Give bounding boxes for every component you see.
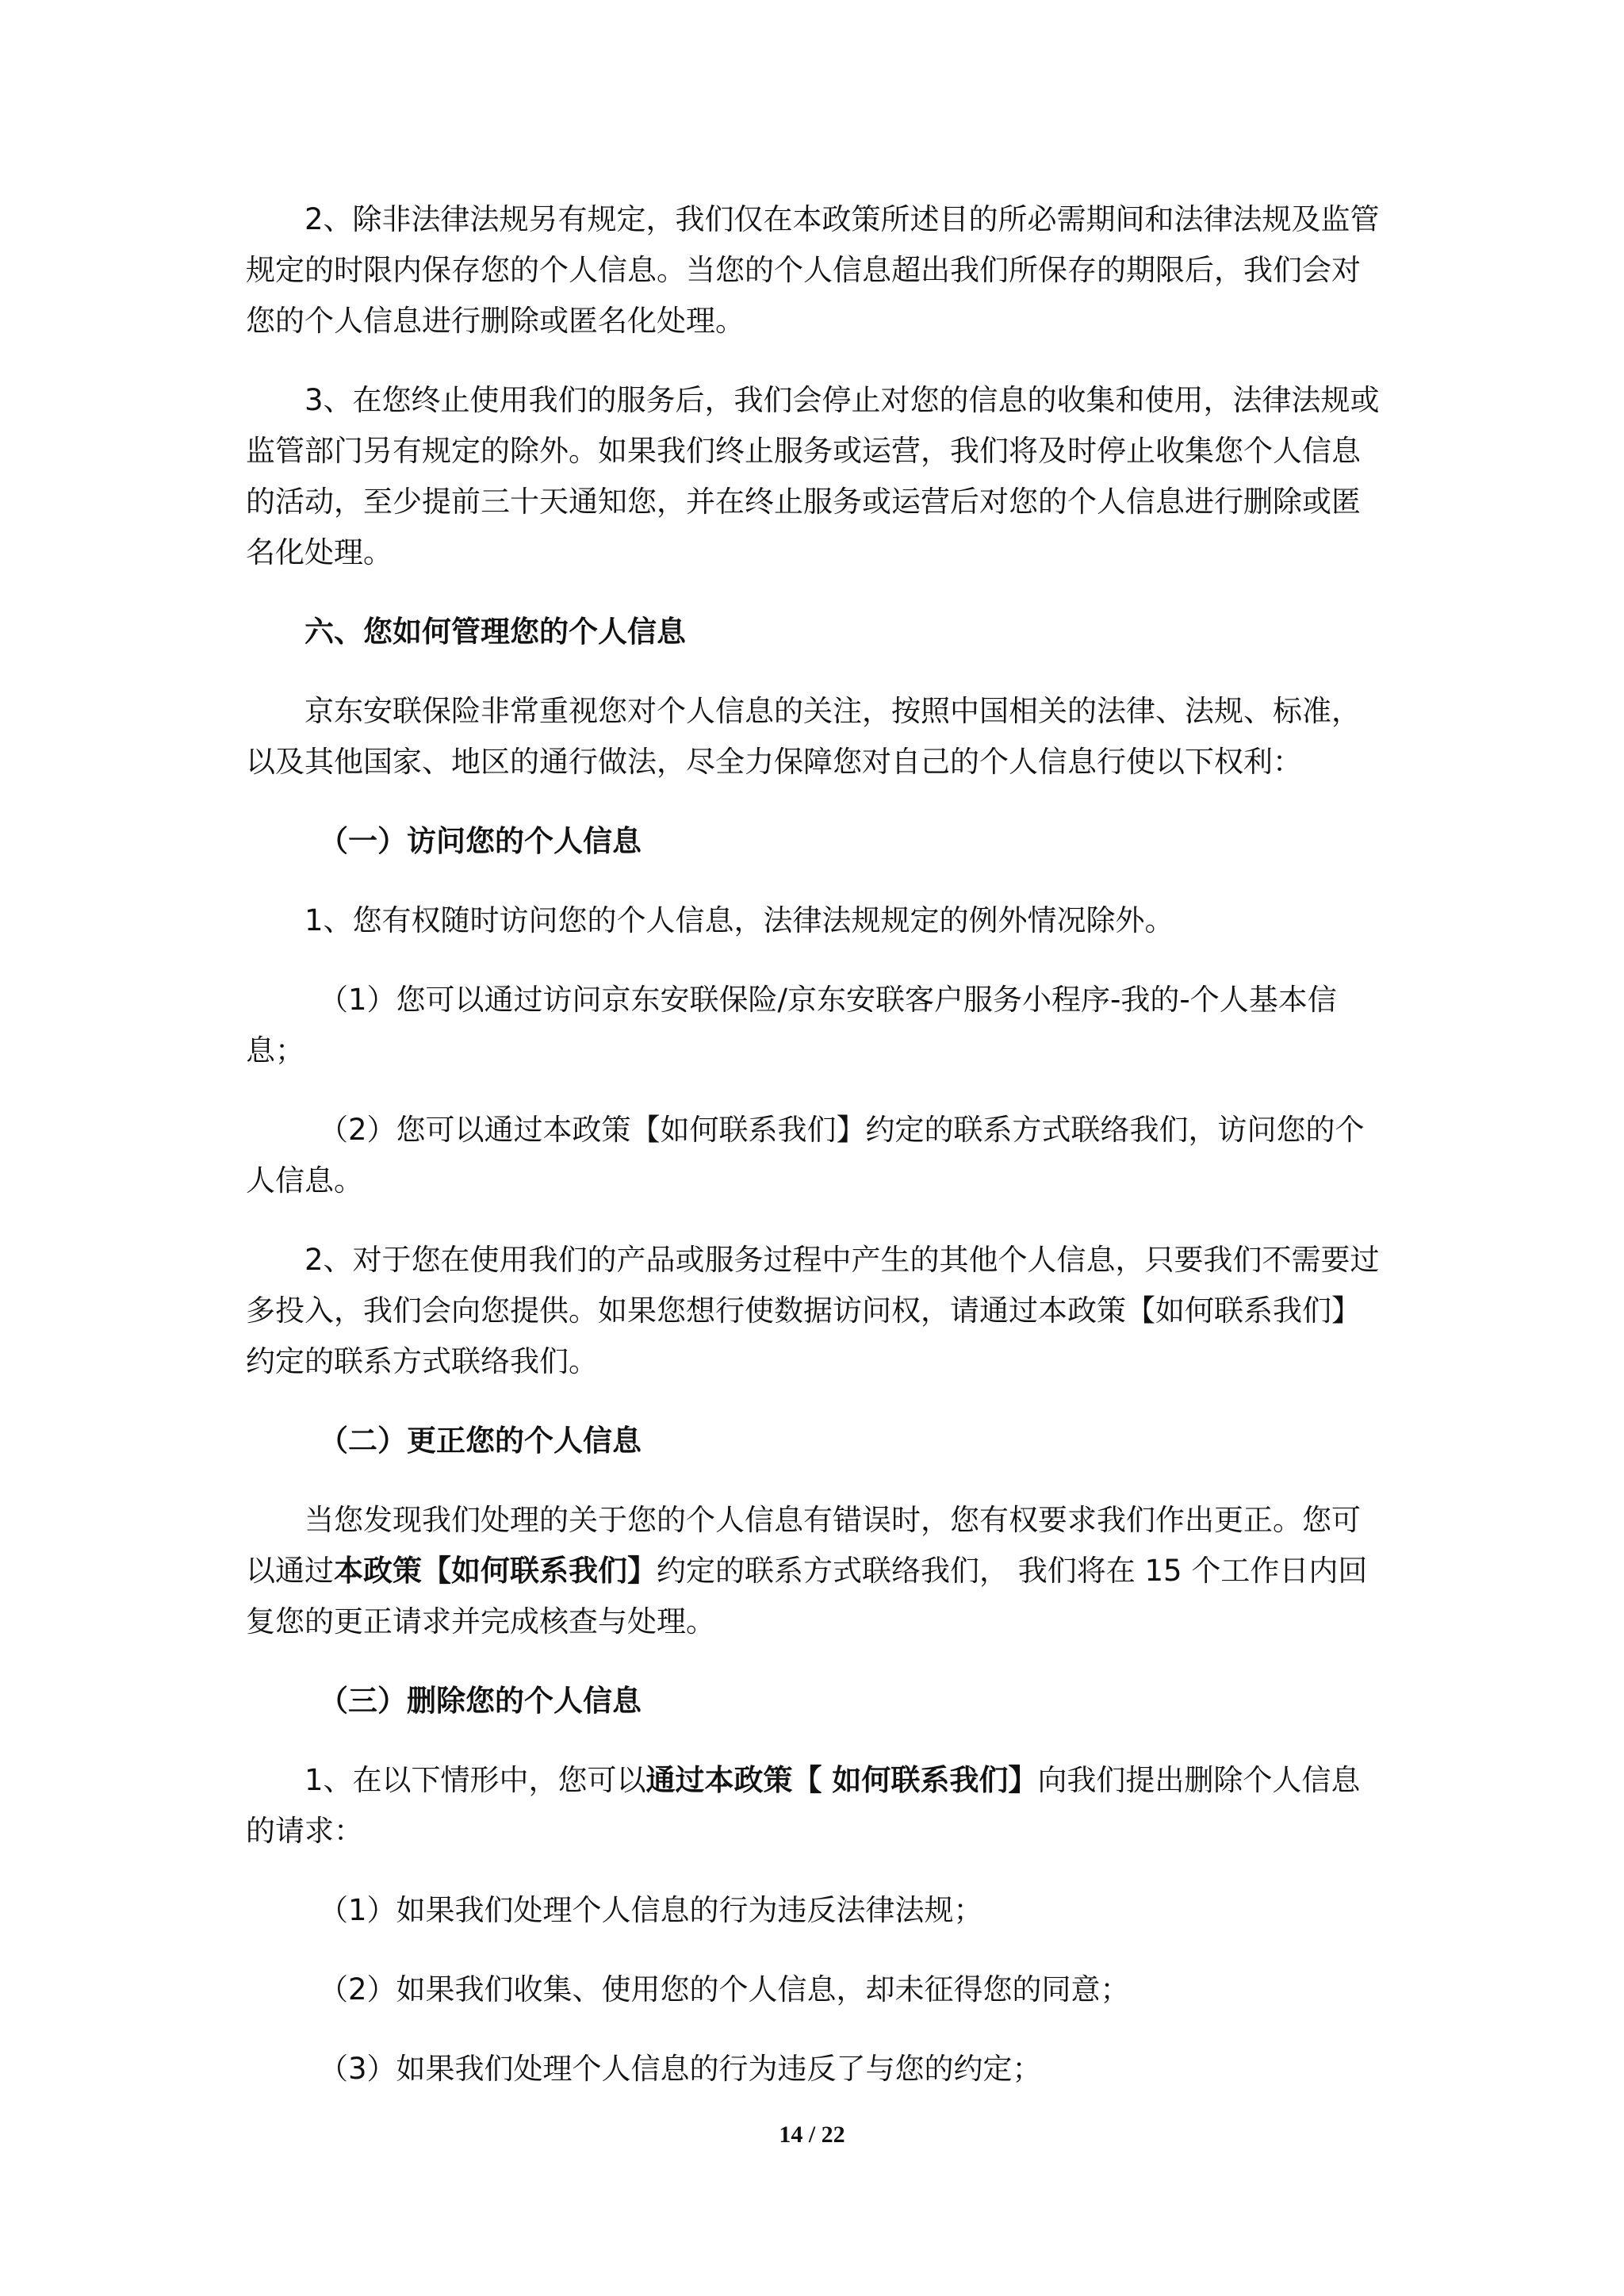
paragraph-access-right: 1、您有权随时访问您的个人信息，法律法规规定的例外情况除外。 xyxy=(304,903,1174,937)
list-item-access-1: （1）您可以通过访问京东安联保险/京东安联客户服务小程序-我的-个人基本信息； xyxy=(246,983,1337,1068)
correction-text-a: 当您发现我们处理的关于您的个人信息有错误时，您有权要求我们作出更正。您可以通过 xyxy=(246,1503,1361,1588)
paragraph-retention-period: 2、除非法律法规另有规定，我们仅在本政策所述目的所必需期间和法律法规及监管规定的时限内保存您的个人信息。当您的个人信息超出我们所保存的期限后，我们会对您的个人信息进行删除或匿名化处理。 xyxy=(246,202,1380,338)
paragraph-rights-intro: 京东安联保险非常重视您对个人信息的关注，按照中国相关的法律、法规、标准，以及其他国家、地区的通行做法，尽全力保障您对自己的个人信息行使以下权利： xyxy=(246,694,1361,779)
page-number: 14 / 22 xyxy=(779,2122,845,2148)
list-item-delete-3: （3）如果我们处理个人信息的行为违反了与您的约定； xyxy=(319,2052,1042,2086)
subheading-access: （一）访问您的个人信息 xyxy=(319,824,642,858)
paragraph-deletion xyxy=(246,1755,1388,1857)
deletion-text-bold: 通过本政策【 如何联系我们】 xyxy=(645,1763,1038,1797)
paragraph-termination: 3、在您终止使用我们的服务后，我们会停止对您的信息的收集和使用，法律法规或监管部门另有规定的除外。如果我们终止服务或运营，我们将及时停止收集您个人信息的活动，至少提前三十天通知您，并在终止服务或运营后对您的个人信息进行删除或匿名化处理。 xyxy=(246,383,1380,569)
subheading-delete: （三）删除您的个人信息 xyxy=(319,1684,642,1718)
list-item-delete-1: （1）如果我们处理个人信息的行为违反法律法规； xyxy=(319,1893,983,1927)
section-heading: 六、您如何管理您的个人信息 xyxy=(304,615,686,649)
correction-text-c: 约定的联系方式联络我们， 我们将在 15 个工作日内回复您的更正请求并完成核查与处理。 xyxy=(246,1554,1368,1639)
list-item-access-2: （2）您可以通过本政策【如何联系我们】约定的联系方式联络我们，访问您的个人信息。 xyxy=(246,1113,1365,1198)
document-body xyxy=(246,194,1388,2123)
list-item-delete-2: （2）如果我们收集、使用您的个人信息，却未征得您的同意； xyxy=(319,1972,1130,2007)
paragraph-correction xyxy=(246,1495,1388,1647)
deletion-text-a: 1、在以下情形中，您可以 xyxy=(304,1763,646,1797)
correction-text-bold: 本政策【如何联系我们】 xyxy=(334,1554,657,1588)
paragraph-other-info: 2、对于您在使用我们的产品或服务过程中产生的其他个人信息，只要我们不需要过多投入，我们会向您提供。如果您想行使数据访问权，请通过本政策【如何联系我们】约定的联系方式联络我们。 xyxy=(246,1243,1380,1378)
deletion-text-c: 向我们提出删除个人信息的请求： xyxy=(246,1763,1361,1848)
subheading-correct: （二）更正您的个人信息 xyxy=(319,1424,642,1458)
